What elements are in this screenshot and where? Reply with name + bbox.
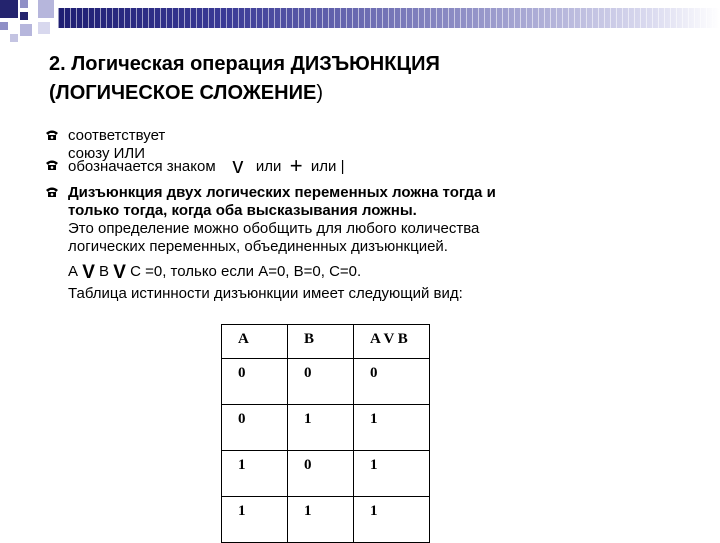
deco-square: [20, 12, 28, 20]
header-squares-decoration: [0, 0, 60, 48]
table-header-row: [222, 325, 430, 359]
plus-symbol: +: [289, 153, 303, 178]
notation-prefix: обозначается знаком: [68, 158, 216, 175]
definition-bold-line-2: только тогда, когда оба высказывания ложны.: [68, 202, 417, 219]
bar-symbol: |: [340, 158, 345, 175]
table-cell: 1: [354, 451, 430, 497]
deco-square: [38, 22, 50, 34]
table-cell: 0: [288, 451, 354, 497]
word-or: или: [310, 158, 337, 175]
table-row: [222, 359, 430, 405]
telephone-icon: [45, 129, 59, 141]
definition-bold-line-1: Дизъюнкция двух логических переменных ложна тогда и: [68, 184, 496, 201]
generalization-line-2: логических переменных, объединенных дизъюнкцией.: [68, 238, 448, 255]
bullet-text: соответствует союзу ИЛИ: [68, 127, 166, 162]
slide-title: [49, 50, 669, 108]
deco-square: [0, 0, 18, 18]
word-or: или: [255, 158, 282, 175]
table-cell: 0: [222, 359, 288, 405]
deco-square: [38, 0, 54, 18]
title-line-2: (ЛОГИЧЕСКОЕ СЛОЖЕНИЕ: [49, 82, 317, 104]
or-symbol-v: v: [232, 153, 244, 178]
deco-square: [10, 34, 18, 42]
table-intro-line: Таблица истинности дизъюнкции имеет следующий вид:: [68, 285, 463, 302]
title-line-1: 2. Логическая операция ДИЗЪЮНКЦИЯ: [49, 53, 440, 75]
generalization-line-1: Это определение можно обобщить для любого количества: [68, 220, 480, 237]
table-cell: 1: [354, 497, 430, 543]
table-row: [222, 451, 430, 497]
or-symbol-v: V: [113, 262, 126, 283]
header-gradient-bar: [58, 8, 720, 28]
deco-square: [20, 24, 32, 36]
telephone-icon: [45, 186, 59, 198]
table-cell: 1: [288, 497, 354, 543]
table-cell: 1: [288, 405, 354, 451]
table-header-cell: A: [222, 325, 288, 359]
table-header-cell: A V B: [354, 325, 430, 359]
deco-square: [20, 0, 28, 8]
table-row: [222, 405, 430, 451]
table-row: [222, 497, 430, 543]
or-symbol-v: V: [82, 262, 95, 283]
table-cell: 0: [354, 359, 430, 405]
example-var-a: А: [68, 263, 79, 280]
title-close-paren: ): [316, 82, 323, 104]
telephone-icon: [45, 159, 59, 171]
definition-block: [68, 184, 648, 303]
table-cell: 1: [354, 405, 430, 451]
table-cell: 1: [222, 497, 288, 543]
table-cell: 0: [288, 359, 354, 405]
deco-square: [0, 22, 8, 30]
bullet-text: [68, 153, 345, 178]
table-cell: 1: [222, 451, 288, 497]
example-rest: С =0, только если А=0, В=0, С=0.: [130, 263, 362, 280]
table-cell: 0: [222, 405, 288, 451]
example-var-b: В: [99, 263, 110, 280]
example-formula: [68, 263, 648, 282]
truth-table: [221, 324, 430, 543]
table-header-cell: B: [288, 325, 354, 359]
